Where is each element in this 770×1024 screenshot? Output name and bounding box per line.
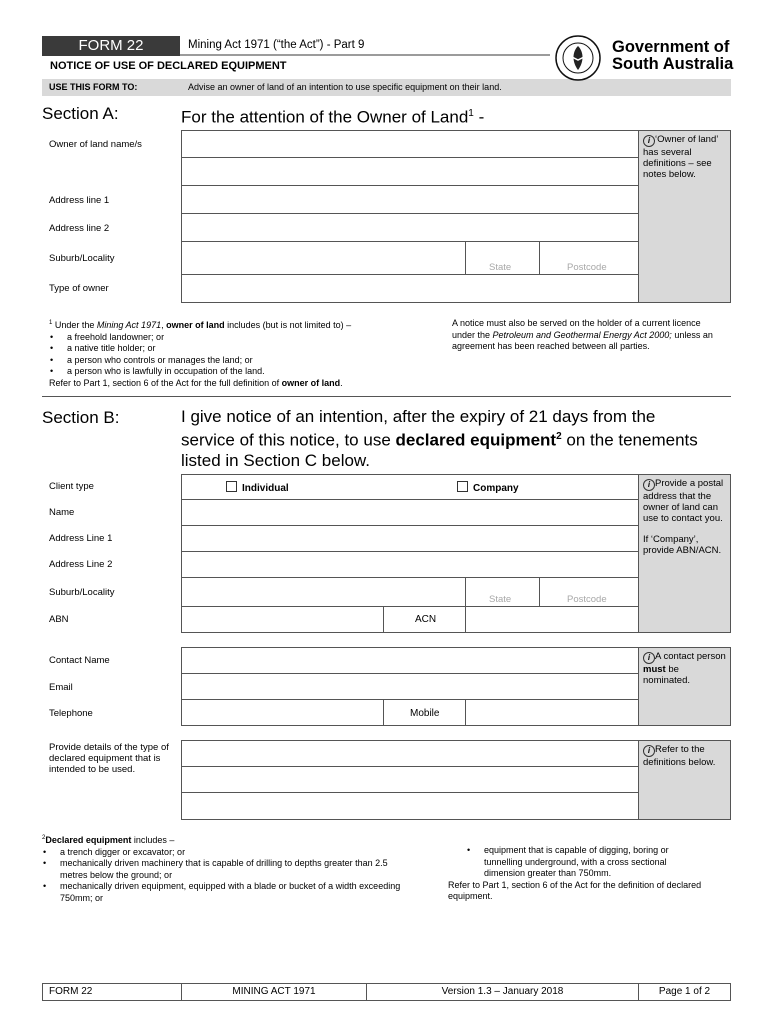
b-address1-input[interactable] <box>181 525 639 552</box>
telephone-input[interactable] <box>181 699 384 726</box>
notice-title: NOTICE OF USE OF DECLARED EQUIPMENT <box>50 60 287 72</box>
petroleum-note: A notice must also be served on the holder of a current licence under the Petroleum and Geothermal Energy Act 2000; unless an agreement has been reached between all parties. <box>452 318 713 351</box>
footer-page: Page 1 of 2 <box>638 983 731 1001</box>
b-state-placeholder: State <box>489 594 512 605</box>
contact-name-label: Contact Name <box>49 655 110 666</box>
postal-side-note: i Provide a postal address that the owner of land can use to contact you. If ‘Company’, provide ABN/ACN. <box>638 474 731 633</box>
owner-name-input-2[interactable] <box>181 157 639 186</box>
company-option[interactable]: Company <box>457 481 519 494</box>
address1-input[interactable] <box>181 185 639 214</box>
address2-input[interactable] <box>181 213 639 242</box>
footer-act: MINING ACT 1971 <box>181 983 367 1001</box>
email-input[interactable] <box>181 673 639 700</box>
section-a-title: For the attention of the Owner of Land$^1$ - <box>181 107 485 127</box>
equipment-item: • mechanically driven machinery that is capable of drilling to depths greater than 2.5 metres below the ground; or <box>60 858 402 881</box>
footer-version: Version 1.3 – January 2018 <box>366 983 639 1001</box>
checkbox-icon[interactable] <box>457 481 468 492</box>
abn-input[interactable] <box>181 606 384 633</box>
postcode-placeholder: Postcode <box>567 262 607 273</box>
details-input-3[interactable] <box>181 792 639 820</box>
details-label: Provide details of the type of declared equipment that is intended to be used. <box>49 742 169 775</box>
abn-label: ABN <box>49 614 69 625</box>
crest-icon <box>554 34 602 82</box>
footer-form: FORM 22 <box>42 983 182 1001</box>
email-label: Email <box>49 682 73 693</box>
header-rule <box>180 54 550 56</box>
equipment-item: • mechanically driven equipment, equipped with a blade or bucket of a width exceeding 750mm; or <box>60 881 402 904</box>
b-address2-label: Address Line 2 <box>49 559 113 570</box>
footnote-item: • a native title holder; or <box>67 343 429 355</box>
details-side-note: i Refer to the definitions below. <box>638 740 731 820</box>
footnote-item: • a person who controls or manages the land; or <box>67 355 429 367</box>
info-icon: i <box>643 652 655 664</box>
mobile-input[interactable] <box>465 699 639 726</box>
client-type-label: Client type <box>49 481 94 492</box>
details-input-2[interactable] <box>181 766 639 793</box>
state-placeholder: State <box>489 262 512 273</box>
section-a-heading: Section A: <box>42 104 119 123</box>
individual-option[interactable]: Individual <box>226 481 289 494</box>
section-divider <box>42 396 731 397</box>
use-form-label: USE THIS FORM TO: <box>49 82 138 92</box>
contact-name-input[interactable] <box>181 647 639 674</box>
equipment-refer: Refer to Part 1, section 6 of the Act for the definition of declared equipment. <box>448 879 702 901</box>
declared-equipment-intro: $^2$Declared equipment includes – <box>42 835 175 845</box>
b-suburb-input[interactable] <box>181 577 466 607</box>
form-number: FORM 22 <box>42 36 180 56</box>
details-input-1[interactable] <box>181 740 639 767</box>
suburb-input[interactable] <box>181 241 466 275</box>
act-title: Mining Act 1971 (“the Act”) - Part 9 <box>188 39 365 51</box>
address2-label: Address line 2 <box>49 223 110 234</box>
owner-footnote <box>49 318 429 389</box>
use-form-text: Advise an owner of land of an intention to use specific equipment on their land. <box>188 82 502 92</box>
owner-side-note: i ‘Owner of land’ has several definitions – see notes below. <box>638 130 731 303</box>
contact-side-note: i A contact person must be nominated. <box>638 647 731 726</box>
equipment-item: • equipment that is capable of digging, boring or tunnelling underground, with a cross sectional dimension greater than 750mm. <box>484 845 708 880</box>
declared-equipment-right <box>448 845 708 903</box>
owner-name-input-1[interactable] <box>181 130 639 158</box>
owner-footnote-intro: $^1$ Under the Mining Act 1971, owner of land includes (but is not limited to) – <box>49 320 352 330</box>
owner-name-label: Owner of land name/s <box>49 139 142 150</box>
info-icon: i <box>643 479 655 491</box>
footnote-item: • a freehold landowner; or <box>67 332 429 344</box>
b-address1-label: Address Line 1 <box>49 533 113 544</box>
section-b-heading: Section B: <box>42 408 120 427</box>
owner-footnote-refer: Refer to Part 1, section 6 of the Act for the full definition of owner of land. <box>49 377 343 388</box>
checkbox-icon[interactable] <box>226 481 237 492</box>
equipment-item: • a trench digger or excavator; or <box>60 847 402 859</box>
section-b-title: I give notice of an intention, after the expiry of 21 days from the service of this notice, to use declared equipment$^2$ on the tenements listed in Section C below. <box>181 407 698 470</box>
gov-line1: Government of <box>612 38 730 56</box>
acn-input[interactable] <box>465 606 639 633</box>
address1-label: Address line 1 <box>49 195 110 206</box>
info-icon: i <box>643 135 655 147</box>
footnote-item: • a person who is lawfully in occupation of the land. <box>67 366 429 378</box>
b-suburb-label: Suburb/Locality <box>49 587 115 598</box>
declared-equipment-footnote <box>42 833 402 904</box>
acn-label: ACN <box>415 614 437 625</box>
gov-line2: South Australia <box>612 55 734 73</box>
name-label: Name <box>49 507 75 518</box>
type-owner-input[interactable] <box>181 274 639 303</box>
type-owner-label: Type of owner <box>49 283 109 294</box>
b-postcode-placeholder: Postcode <box>567 594 607 605</box>
name-input[interactable] <box>181 499 639 526</box>
info-icon: i <box>643 745 655 757</box>
b-address2-input[interactable] <box>181 551 639 578</box>
gov-logo-text <box>612 39 733 73</box>
abn-acn-note: If ‘Company’, provide ABN/ACN. <box>643 534 722 556</box>
telephone-label: Telephone <box>49 708 93 719</box>
mobile-label: Mobile <box>410 708 440 719</box>
suburb-label: Suburb/Locality <box>49 253 115 264</box>
